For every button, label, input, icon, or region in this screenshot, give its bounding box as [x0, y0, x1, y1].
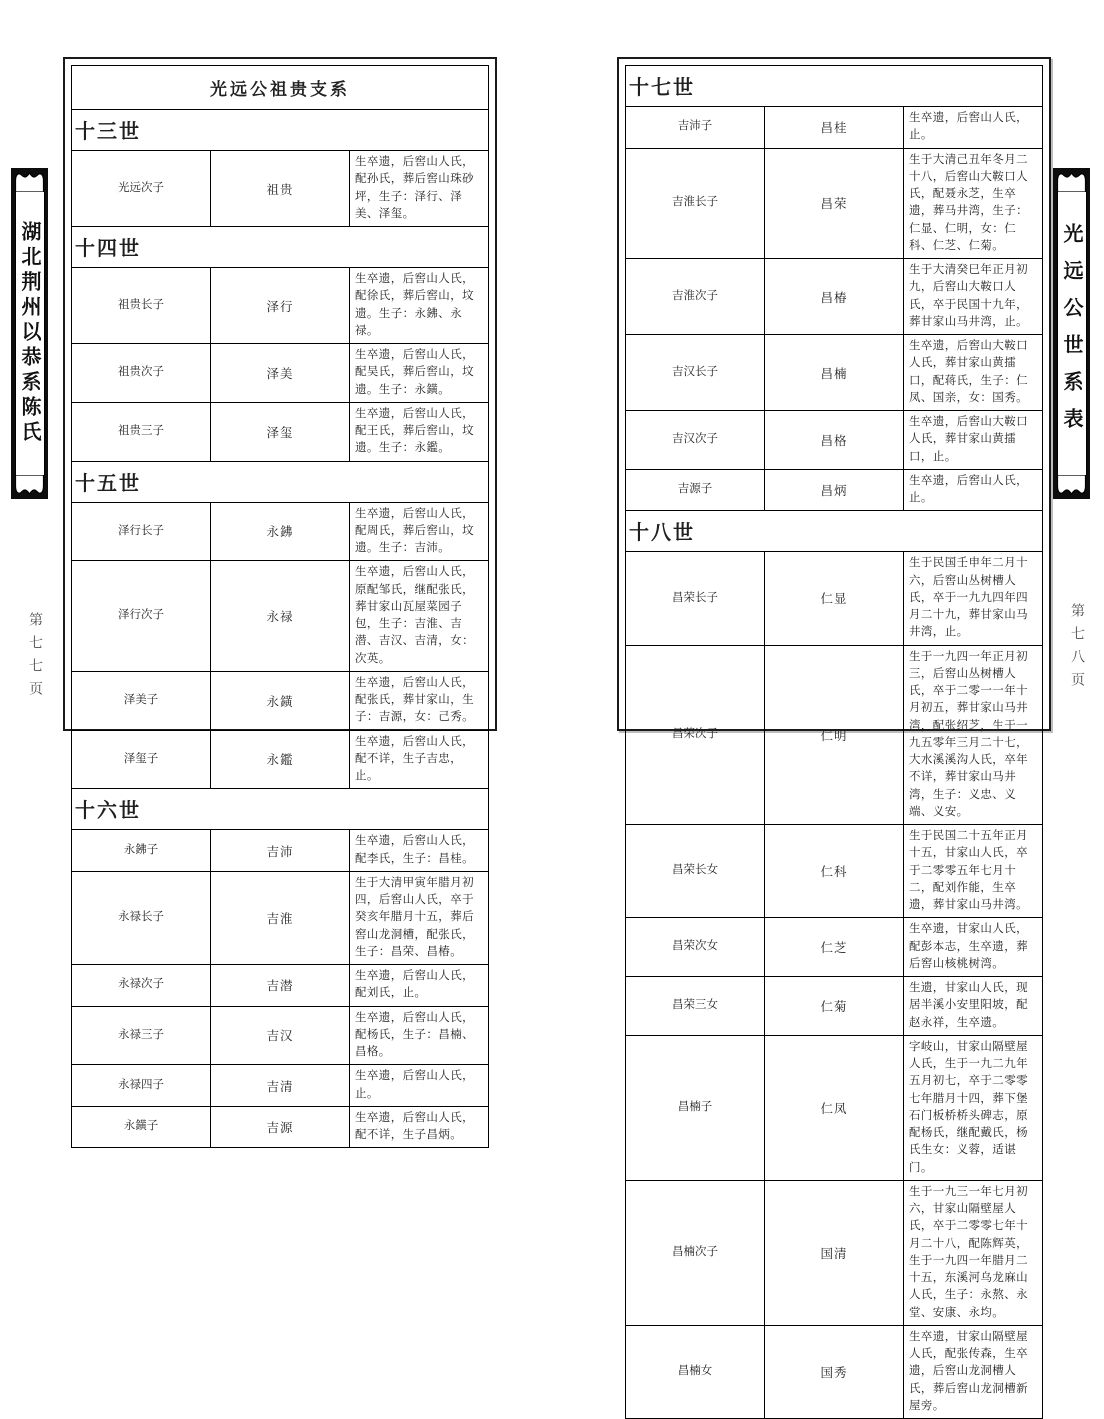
- relation-cell: 永鐄子: [72, 1106, 211, 1148]
- relation-cell: 永鉘子: [72, 830, 211, 872]
- name-cell: 昌格: [765, 411, 904, 470]
- person-row: [626, 1325, 1043, 1418]
- banner-ornament-icon: [11, 168, 48, 192]
- detail-cell: 生卒遗，后窖山人氏，配不详，生子昌炳。: [350, 1106, 489, 1148]
- name-cell: 泽美: [211, 344, 350, 403]
- name-cell: 昌桂: [765, 107, 904, 149]
- relation-cell: 泽行次子: [72, 561, 211, 672]
- relation-cell: 泽玺子: [72, 730, 211, 789]
- side-banner-right: [1053, 168, 1090, 499]
- detail-cell: 生卒遗，后窖山人氏，止。: [904, 107, 1043, 149]
- name-cell: 祖贵: [211, 151, 350, 227]
- relation-cell: 永禄次子: [72, 965, 211, 1007]
- detail-cell: 生卒遗，后窖山人氏，配徐氏，葬后窖山，坟遗。生子：永鉘、永禄。: [350, 268, 489, 344]
- detail-cell: 生于一九四一年正月初三，后窖山丛树槽人氏，卒于二零一一年十月初五，葬甘家山马井湾，配张绍芝，生于一九五零年三月二十七，大水溪溪沟人氏，卒年不详，葬甘家山马井湾，生子：义忠、义端、义安。: [904, 645, 1043, 825]
- name-cell: 泽行: [211, 268, 350, 344]
- generation-heading: 十五世: [72, 461, 489, 502]
- person-row: [72, 1006, 489, 1065]
- person-row: [626, 918, 1043, 977]
- detail-cell: 生卒遗，后窖山人氏，配张氏，葬甘家山，生子：吉源，女：己秀。: [350, 671, 489, 730]
- relation-cell: 泽行长子: [72, 502, 211, 561]
- person-row: [72, 730, 489, 789]
- detail-cell: 生卒遗，后窖山大鞍口人氏，葬甘家山黄擂口，配蒋氏，生子：仁凤、国亲，女：国秀。: [904, 335, 1043, 411]
- person-row: [626, 1035, 1043, 1180]
- banner-ornament-icon: [1053, 168, 1090, 192]
- name-cell: 国秀: [765, 1325, 904, 1418]
- banner-ornament-icon: [11, 475, 48, 499]
- generation-heading-row: [72, 461, 489, 502]
- name-cell: 永鐄: [211, 671, 350, 730]
- generation-heading-row: [626, 511, 1043, 552]
- person-row: [626, 552, 1043, 645]
- detail-cell: 生卒遗，甘家山隔壁屋人氏，配张传森，生卒遗，后窖山龙洞槽人氏，葬后窖山龙洞槽新屋旁。: [904, 1325, 1043, 1418]
- detail-cell: 生卒遗，后窖山人氏，配刘氏，止。: [350, 965, 489, 1007]
- page-number-right: 第七八页: [1069, 603, 1084, 695]
- generation-heading: 十七世: [626, 66, 1043, 107]
- relation-cell: 祖贵次子: [72, 344, 211, 403]
- person-row: [72, 561, 489, 672]
- relation-cell: 吉汉次子: [626, 411, 765, 470]
- relation-cell: 永禄长子: [72, 871, 211, 964]
- person-row: [626, 259, 1043, 335]
- person-row: [72, 1065, 489, 1107]
- page-title: 光远公祖贵支系: [72, 66, 489, 110]
- person-row: [626, 469, 1043, 511]
- banner-ornament-icon: [1053, 475, 1090, 499]
- relation-cell: 昌荣三女: [626, 977, 765, 1036]
- relation-cell: 昌楠子: [626, 1035, 765, 1180]
- relation-cell: 昌荣次子: [626, 645, 765, 825]
- banner-panel: [1057, 192, 1087, 475]
- generation-heading-row: [72, 110, 489, 151]
- generation-heading-row: [72, 789, 489, 830]
- name-cell: 吉沛: [211, 830, 350, 872]
- detail-cell: 生卒遗，后窖山人氏，配杨氏，生子：昌楠、昌格。: [350, 1006, 489, 1065]
- name-cell: 永禄: [211, 561, 350, 672]
- detail-cell: 生于大清甲寅年腊月初四，后窖山人氏，卒于癸亥年腊月十五，葬后窖山龙洞槽，配张氏，生子：昌荣、昌椿。: [350, 871, 489, 964]
- name-cell: 国清: [765, 1180, 904, 1325]
- detail-cell: 生卒遗，后窖山人氏，原配邹氏，继配张氏，葬甘家山瓦屋菜园子包，生子：吉淮、吉潜、吉汉、吉清，女：次英。: [350, 561, 489, 672]
- detail-cell: 生卒遗，后窖山人氏，止。: [350, 1065, 489, 1107]
- name-cell: 永鉘: [211, 502, 350, 561]
- genealogy-page-left: [63, 57, 497, 1141]
- generation-heading: 十四世: [72, 227, 489, 268]
- relation-cell: 昌荣长女: [626, 825, 765, 918]
- relation-cell: 吉淮次子: [626, 259, 765, 335]
- name-cell: 昌椿: [765, 259, 904, 335]
- person-row: [72, 830, 489, 872]
- detail-cell: 生卒遗，甘家山人氏，配彭本志，生卒遗，葬后窖山核桃树湾。: [904, 918, 1043, 977]
- generation-heading: 十六世: [72, 789, 489, 830]
- person-row: [626, 1180, 1043, 1325]
- detail-cell: 生于民国壬申年二月十六，后窖山丛树槽人氏，卒于一九九四年四月二十九，葬甘家山马井湾，止。: [904, 552, 1043, 645]
- banner-left-text: 湖北荆州以恭系陈氏: [18, 221, 40, 446]
- generation-heading: 十八世: [626, 511, 1043, 552]
- person-row: [626, 107, 1043, 149]
- detail-cell: 生于一九三一年七月初六，甘家山隔壁屋人氏，卒于二零零七年十月二十八，配陈辉英，生于一九四一年腊月二十五，东溪河乌龙麻山人氏，生子：永熬、永堂、安康、永均。: [904, 1180, 1043, 1325]
- name-cell: 仁菊: [765, 977, 904, 1036]
- banner-right-text: 光远公世系表: [1060, 222, 1082, 445]
- detail-cell: 生卒遗，后窖山人氏，配吴氏，葬后窖山，坟遗。生子：永鐄。: [350, 344, 489, 403]
- name-cell: 吉汉: [211, 1006, 350, 1065]
- detail-cell: 生卒遗，后窖山大鞍口人氏，葬甘家山黄擂口，止。: [904, 411, 1043, 470]
- name-cell: 永鑑: [211, 730, 350, 789]
- detail-cell: 生卒遗，后窖山人氏，止。: [904, 469, 1043, 511]
- relation-cell: 光远次子: [72, 151, 211, 227]
- person-row: [72, 671, 489, 730]
- person-row: [626, 645, 1043, 825]
- name-cell: 昌楠: [765, 335, 904, 411]
- detail-cell: 生于大清癸巳年正月初九，后窖山大鞍口人氏，卒于民国十九年，葬甘家山马井湾，止。: [904, 259, 1043, 335]
- name-cell: 昌荣: [765, 148, 904, 259]
- person-row: [626, 411, 1043, 470]
- person-row: [72, 151, 489, 227]
- page-title-row: [72, 66, 489, 110]
- name-cell: 吉潜: [211, 965, 350, 1007]
- name-cell: 仁科: [765, 825, 904, 918]
- person-row: [72, 1106, 489, 1148]
- person-row: [72, 965, 489, 1007]
- person-row: [72, 402, 489, 461]
- relation-cell: 吉源子: [626, 469, 765, 511]
- genealogy-page-right: [617, 57, 1051, 1412]
- name-cell: 泽玺: [211, 402, 350, 461]
- relation-cell: 永禄四子: [72, 1065, 211, 1107]
- person-row: [72, 871, 489, 964]
- relation-cell: 吉汉长子: [626, 335, 765, 411]
- relation-cell: 祖贵三子: [72, 402, 211, 461]
- detail-cell: 生于大清己丑年冬月二十八，后窖山大鞍口人氏，配聂永芝，生卒遗，葬马井湾，生子：仁显、仁明，女：仁科、仁芝、仁菊。: [904, 148, 1043, 259]
- name-cell: 仁显: [765, 552, 904, 645]
- side-banner-left: [11, 168, 48, 499]
- person-row: [626, 977, 1043, 1036]
- name-cell: 昌炳: [765, 469, 904, 511]
- generation-heading-row: [72, 227, 489, 268]
- name-cell: 仁明: [765, 645, 904, 825]
- page-number-left: 第七七页: [27, 612, 42, 704]
- genealogy-table: [71, 65, 489, 1148]
- name-cell: 吉源: [211, 1106, 350, 1148]
- detail-cell: 生于民国二十五年正月十五，甘家山人氏，卒于二零零五年七月十二，配刘作能，生卒遗，葬甘家山马井湾。: [904, 825, 1043, 918]
- name-cell: 仁芝: [765, 918, 904, 977]
- detail-cell: 生卒遗，后窖山人氏，配王氏，葬后窖山，坟遗。生子：永鑑。: [350, 402, 489, 461]
- person-row: [72, 502, 489, 561]
- relation-cell: 吉淮长子: [626, 148, 765, 259]
- person-row: [72, 344, 489, 403]
- genealogy-table: [625, 65, 1043, 1419]
- relation-cell: 昌荣次女: [626, 918, 765, 977]
- banner-panel: [15, 192, 45, 475]
- detail-cell: 生卒遗，后窖山人氏，配孙氏，葬后窖山珠砂坪，生子：泽行、泽美、泽玺。: [350, 151, 489, 227]
- relation-cell: 昌楠次子: [626, 1180, 765, 1325]
- detail-cell: 字岐山，甘家山隔壁屋人氏，生于一九二九年五月初七，卒于二零零七年腊月十四，葬下堡石门板桥桥头碑志，原配杨氏，继配戴氏，杨氏生女：义蓉，适谌门。: [904, 1035, 1043, 1180]
- person-row: [72, 268, 489, 344]
- relation-cell: 吉沛子: [626, 107, 765, 149]
- detail-cell: 生遗，甘家山人氏，现居半溪小安里阳坡，配赵永祥，生卒遗。: [904, 977, 1043, 1036]
- relation-cell: 永禄三子: [72, 1006, 211, 1065]
- name-cell: 吉淮: [211, 871, 350, 964]
- relation-cell: 泽美子: [72, 671, 211, 730]
- relation-cell: 昌荣长子: [626, 552, 765, 645]
- detail-cell: 生卒遗，后窖山人氏，配不详，生子吉忠，止。: [350, 730, 489, 789]
- generation-heading: 十三世: [72, 110, 489, 151]
- name-cell: 仁凤: [765, 1035, 904, 1180]
- generation-heading-row: [626, 66, 1043, 107]
- name-cell: 吉清: [211, 1065, 350, 1107]
- relation-cell: 昌楠女: [626, 1325, 765, 1418]
- person-row: [626, 825, 1043, 918]
- detail-cell: 生卒遗，后窖山人氏，配周氏，葬后窖山，坟遗。生子：吉沛。: [350, 502, 489, 561]
- person-row: [626, 335, 1043, 411]
- relation-cell: 祖贵长子: [72, 268, 211, 344]
- detail-cell: 生卒遗，后窖山人氏，配李氏，生子：昌桂。: [350, 830, 489, 872]
- person-row: [626, 148, 1043, 259]
